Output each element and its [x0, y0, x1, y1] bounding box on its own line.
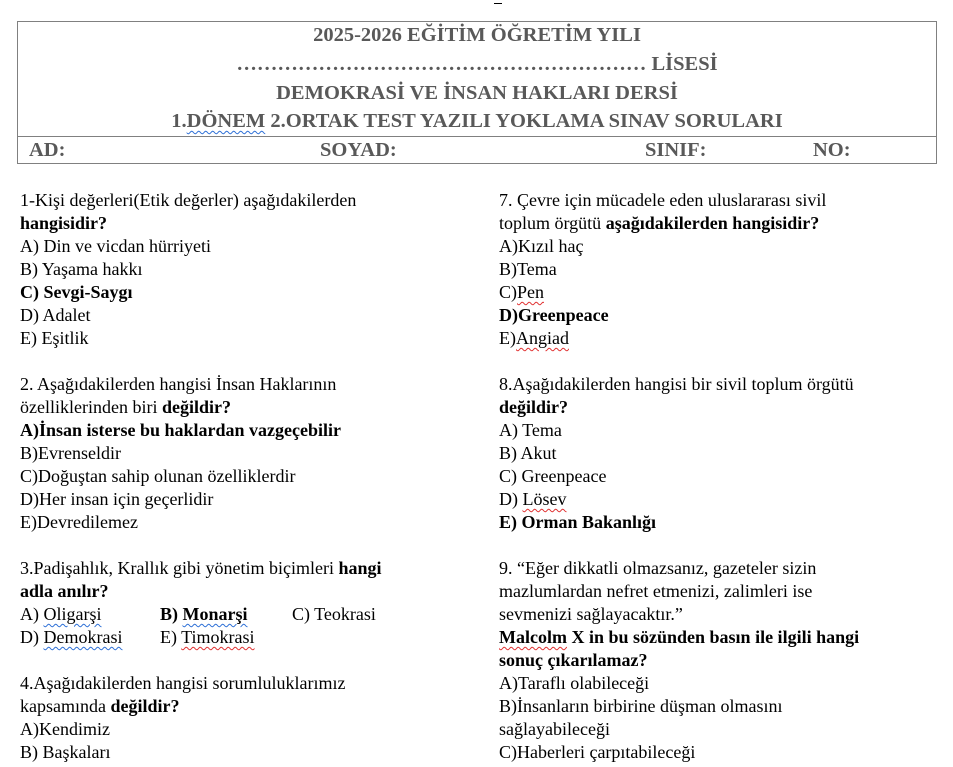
option-prefix: A): [20, 604, 44, 624]
question-3-stem-bold: hangi: [338, 558, 382, 578]
name-field-label: AD:: [29, 139, 66, 161]
option-prefix: B): [160, 604, 183, 624]
question-2-stem-bold: değildir?: [161, 397, 231, 417]
question-7-option-b: B)Tema: [499, 259, 557, 279]
question-9-option-c: C)Haberleri çarpıtabileceği: [499, 742, 696, 762]
class-field-label: SINIF:: [645, 139, 707, 161]
question-3-option-e: [160, 626, 255, 649]
question-1-option-e: E) Eşitlik: [20, 328, 89, 348]
option-word: Timokrasi: [181, 627, 255, 647]
option-prefix: E): [499, 328, 516, 348]
question-3-option-b: [160, 603, 292, 626]
question-9-option-b: B)İnsanların birbirine düşman olmasını: [499, 696, 783, 716]
question-3: [20, 557, 460, 649]
question-8-option-b: B) Akut: [499, 443, 557, 463]
question-3-option-d: [20, 626, 160, 649]
question-8: [499, 373, 939, 534]
question-9-quote-line-2: mazlumlardan nefret etmenizi, zalimleri ise: [499, 581, 813, 601]
question-9-stem-bold-a: Malcolm: [499, 627, 567, 647]
school-name-line: …………………………………………………… LİSESİ: [236, 53, 718, 75]
question-1-stem: 1-Kişi değerleri(Etik değerler) aşağıdakilerden: [20, 190, 357, 210]
academic-year-line: 2025-2026 EĞİTİM ÖĞRETİM YILI: [313, 24, 641, 46]
question-2-stem-cont: [20, 396, 460, 419]
question-7-stem: 7. Çevre için mücadele eden uluslararası sivil: [499, 190, 827, 210]
option-prefix: D): [20, 627, 44, 647]
question-7-option-d-row: [499, 304, 939, 327]
question-3-stem-cont: [20, 580, 460, 603]
option-prefix: E): [160, 627, 182, 647]
question-7-stem-text: toplum örgütü: [499, 213, 606, 233]
question-4-stem-bold: değildir?: [110, 696, 180, 716]
question-7-option-c: [499, 281, 939, 304]
option-word: Oligarşi: [43, 604, 102, 624]
question-4-option-b: B) Başkaları: [20, 742, 111, 762]
question-3-option-a: [20, 603, 160, 626]
question-2: [20, 373, 460, 534]
question-2-stem: 2. Aşağıdakilerden hangisi İnsan Haklarının: [20, 374, 337, 394]
question-1-stem-cont: [20, 212, 460, 235]
question-8-option-c: C) Greenpeace: [499, 466, 607, 486]
question-7-option-e: [499, 327, 939, 350]
option-prefix: C): [499, 282, 517, 302]
question-spacer: [20, 350, 460, 373]
question-2-option-e: E)Devredilemez: [20, 512, 138, 532]
question-7-option-d: D)Greenpeace: [499, 305, 609, 325]
question-9-stem-bold-b: X in bu sözünden basın ile ilgili hangi: [566, 627, 860, 647]
option-word: Pen: [517, 282, 544, 302]
course-title-line: DEMOKRASİ VE İNSAN HAKLARI DERSİ: [276, 82, 678, 104]
question-2-option-d: D)Her insan için geçerlidir: [20, 489, 214, 509]
question-8-stem-cont: [499, 396, 939, 419]
exam-title-part-a: 1.: [171, 110, 187, 132]
option-word: Monarşi: [182, 604, 248, 624]
question-8-option-d: [499, 488, 939, 511]
question-8-option-a: A) Tema: [499, 420, 562, 440]
surname-field-label: SOYAD:: [320, 139, 397, 161]
question-8-option-e: E) Orman Bakanlığı: [499, 512, 657, 532]
left-question-column: [20, 189, 460, 764]
question-1-option-c: C) Sevgi-Saygı: [20, 282, 133, 302]
question-1-option-a: A) Din ve vicdan hürriyeti: [20, 236, 211, 256]
question-4-stem-cont: [20, 695, 460, 718]
option-word: Demokrasi: [43, 627, 123, 647]
question-4: [20, 672, 460, 764]
question-spacer: [499, 350, 939, 373]
question-2-option-c: C)Doğuştan sahip olunan özelliklerdir: [20, 466, 296, 486]
question-1-stem-bold: hangisidir?: [20, 213, 108, 233]
question-spacer: [499, 534, 939, 557]
option-word: Lösev: [522, 489, 567, 509]
question-7-stem-bold: aşağıdakilerden hangisidir?: [605, 213, 820, 233]
option-word: Angiad: [516, 328, 569, 348]
exam-header: [17, 21, 937, 164]
question-9-stem-bold-2: sonuç çıkarılamaz?: [499, 650, 648, 670]
question-8-stem-bold: değildir?: [499, 397, 569, 417]
question-8-stem: 8.Aşağıdakilerden hangisi bir sivil toplum örgütü: [499, 374, 854, 394]
exam-title-line: [18, 109, 936, 133]
question-3-options-row-2: [20, 626, 460, 649]
question-3-stem-bold-2: adla anılır?: [20, 581, 109, 601]
question-1-option-c-row: [20, 281, 460, 304]
question-4-option-a: A)Kendimiz: [20, 719, 110, 739]
question-1: [20, 189, 460, 350]
question-1-option-b: B) Yaşama hakkı: [20, 259, 143, 279]
question-spacer: [20, 649, 460, 672]
question-9-stem: [499, 626, 939, 649]
question-3-option-c: C) Teokrasi: [292, 604, 376, 624]
number-field-label: NO:: [813, 139, 851, 161]
question-7-option-a: A)Kızıl haç: [499, 236, 584, 256]
question-2-option-a-row: [20, 419, 460, 442]
question-2-stem-text: özelliklerinden biri: [20, 397, 162, 417]
question-4-stem-text: kapsamında: [20, 696, 111, 716]
question-3-stem-text: 3.Padişahlık, Krallık gibi yönetim biçimleri: [20, 558, 339, 578]
question-3-options-row-1: [20, 603, 460, 626]
question-spacer: [20, 534, 460, 557]
question-2-option-b: B)Evrenseldir: [20, 443, 121, 463]
page-top-mark: [494, 0, 502, 4]
question-9-quote-line-3: sevmenizi sağlayacaktır.”: [499, 604, 683, 624]
exam-title-part-b: DÖNEM: [186, 110, 266, 132]
question-7: [499, 189, 939, 350]
student-info-row: [18, 136, 936, 165]
question-7-stem-cont: [499, 212, 939, 235]
question-8-option-e-row: [499, 511, 939, 534]
question-4-stem: 4.Aşağıdakilerden hangisi sorumluluklarımız: [20, 673, 346, 693]
question-2-option-a: A)İnsan isterse bu haklardan vazgeçebilir: [20, 420, 342, 440]
right-question-column: [499, 189, 939, 764]
question-3-stem: [20, 557, 460, 580]
question-9-option-b-cont: sağlayabileceği: [499, 719, 610, 739]
question-9-stem-cont: [499, 649, 939, 672]
exam-title-part-c: 2.ORTAK TEST YAZILI YOKLAMA SINAV SORULARI: [265, 110, 783, 132]
option-prefix: D): [499, 489, 523, 509]
question-9: [499, 557, 939, 764]
question-9-quote-line-1: 9. “Eğer dikkatli olmazsanız, gazeteler sizin: [499, 558, 817, 578]
question-1-option-d: D) Adalet: [20, 305, 91, 325]
question-9-option-a: A)Taraflı olabileceği: [499, 673, 650, 693]
